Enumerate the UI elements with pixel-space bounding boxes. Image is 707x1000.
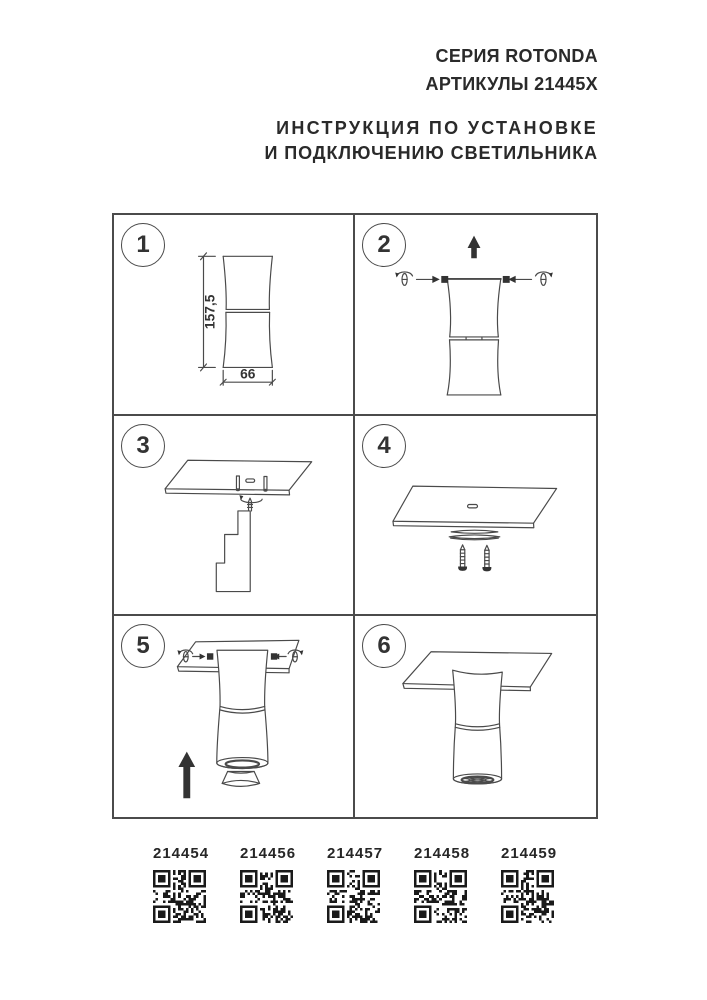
articles-title: АРТИКУЛЫ 21445X bbox=[425, 74, 598, 94]
qr-article-number: 214457 bbox=[327, 845, 384, 862]
qr-article-number: 214456 bbox=[240, 845, 297, 862]
lamp-body bbox=[217, 651, 268, 769]
mounting-ring bbox=[449, 530, 500, 540]
diffuser-cone bbox=[222, 772, 259, 787]
qr-item bbox=[240, 845, 297, 923]
width-dimension-label: 66 bbox=[240, 366, 256, 382]
header-block bbox=[426, 42, 598, 98]
title-line-2: И ПОДКЛЮЧЕНИЮ СВЕТИЛЬНИКА bbox=[264, 143, 598, 163]
lamp-body bbox=[453, 670, 503, 784]
qr-article-number: 214459 bbox=[501, 845, 558, 862]
step-6-panel bbox=[355, 616, 596, 817]
qr-code bbox=[501, 870, 554, 923]
step-number-badge: 4 bbox=[362, 424, 406, 468]
step-number-badge: 1 bbox=[121, 223, 165, 267]
up-arrow-icon bbox=[468, 236, 481, 259]
qr-article-number: 214458 bbox=[414, 845, 471, 862]
mounting-plate bbox=[393, 486, 557, 528]
qr-item bbox=[153, 845, 210, 923]
qr-code bbox=[327, 870, 380, 923]
lamp-body bbox=[447, 279, 501, 395]
qr-code bbox=[414, 870, 467, 923]
qr-row bbox=[0, 845, 707, 923]
qr-item bbox=[414, 845, 471, 923]
title-line-1: ИНСТРУКЦИЯ ПО УСТАНОВКЕ bbox=[276, 118, 598, 138]
height-dimension-label: 157,5 bbox=[202, 294, 218, 330]
left-screw-icon bbox=[395, 272, 448, 285]
lamp-body-front-view bbox=[223, 256, 272, 367]
width-dimension bbox=[220, 367, 275, 385]
step-number-badge: 5 bbox=[121, 624, 165, 668]
right-screw-icon bbox=[503, 272, 553, 285]
screw-icon bbox=[458, 544, 467, 570]
height-dimension bbox=[199, 253, 218, 371]
step-number-badge: 2 bbox=[362, 223, 406, 267]
qr-item bbox=[501, 845, 558, 923]
qr-item bbox=[327, 845, 384, 923]
up-arrow-icon bbox=[178, 752, 195, 799]
step-1-panel bbox=[114, 215, 355, 416]
step-3-panel bbox=[114, 416, 355, 617]
qr-article-number: 214454 bbox=[153, 845, 210, 862]
screw-icon bbox=[482, 545, 491, 571]
mounting-plate bbox=[165, 460, 312, 495]
steps-grid bbox=[112, 213, 598, 819]
step-number-badge: 3 bbox=[121, 424, 165, 468]
stepped-key bbox=[216, 498, 252, 591]
step-5-panel bbox=[114, 616, 355, 817]
qr-code bbox=[240, 870, 293, 923]
qr-code bbox=[153, 870, 206, 923]
series-title: СЕРИЯ ROTONDA bbox=[435, 46, 598, 66]
step-2-panel bbox=[355, 215, 596, 416]
step-number-badge: 6 bbox=[362, 624, 406, 668]
document-title bbox=[265, 116, 598, 166]
step-4-panel bbox=[355, 416, 596, 617]
